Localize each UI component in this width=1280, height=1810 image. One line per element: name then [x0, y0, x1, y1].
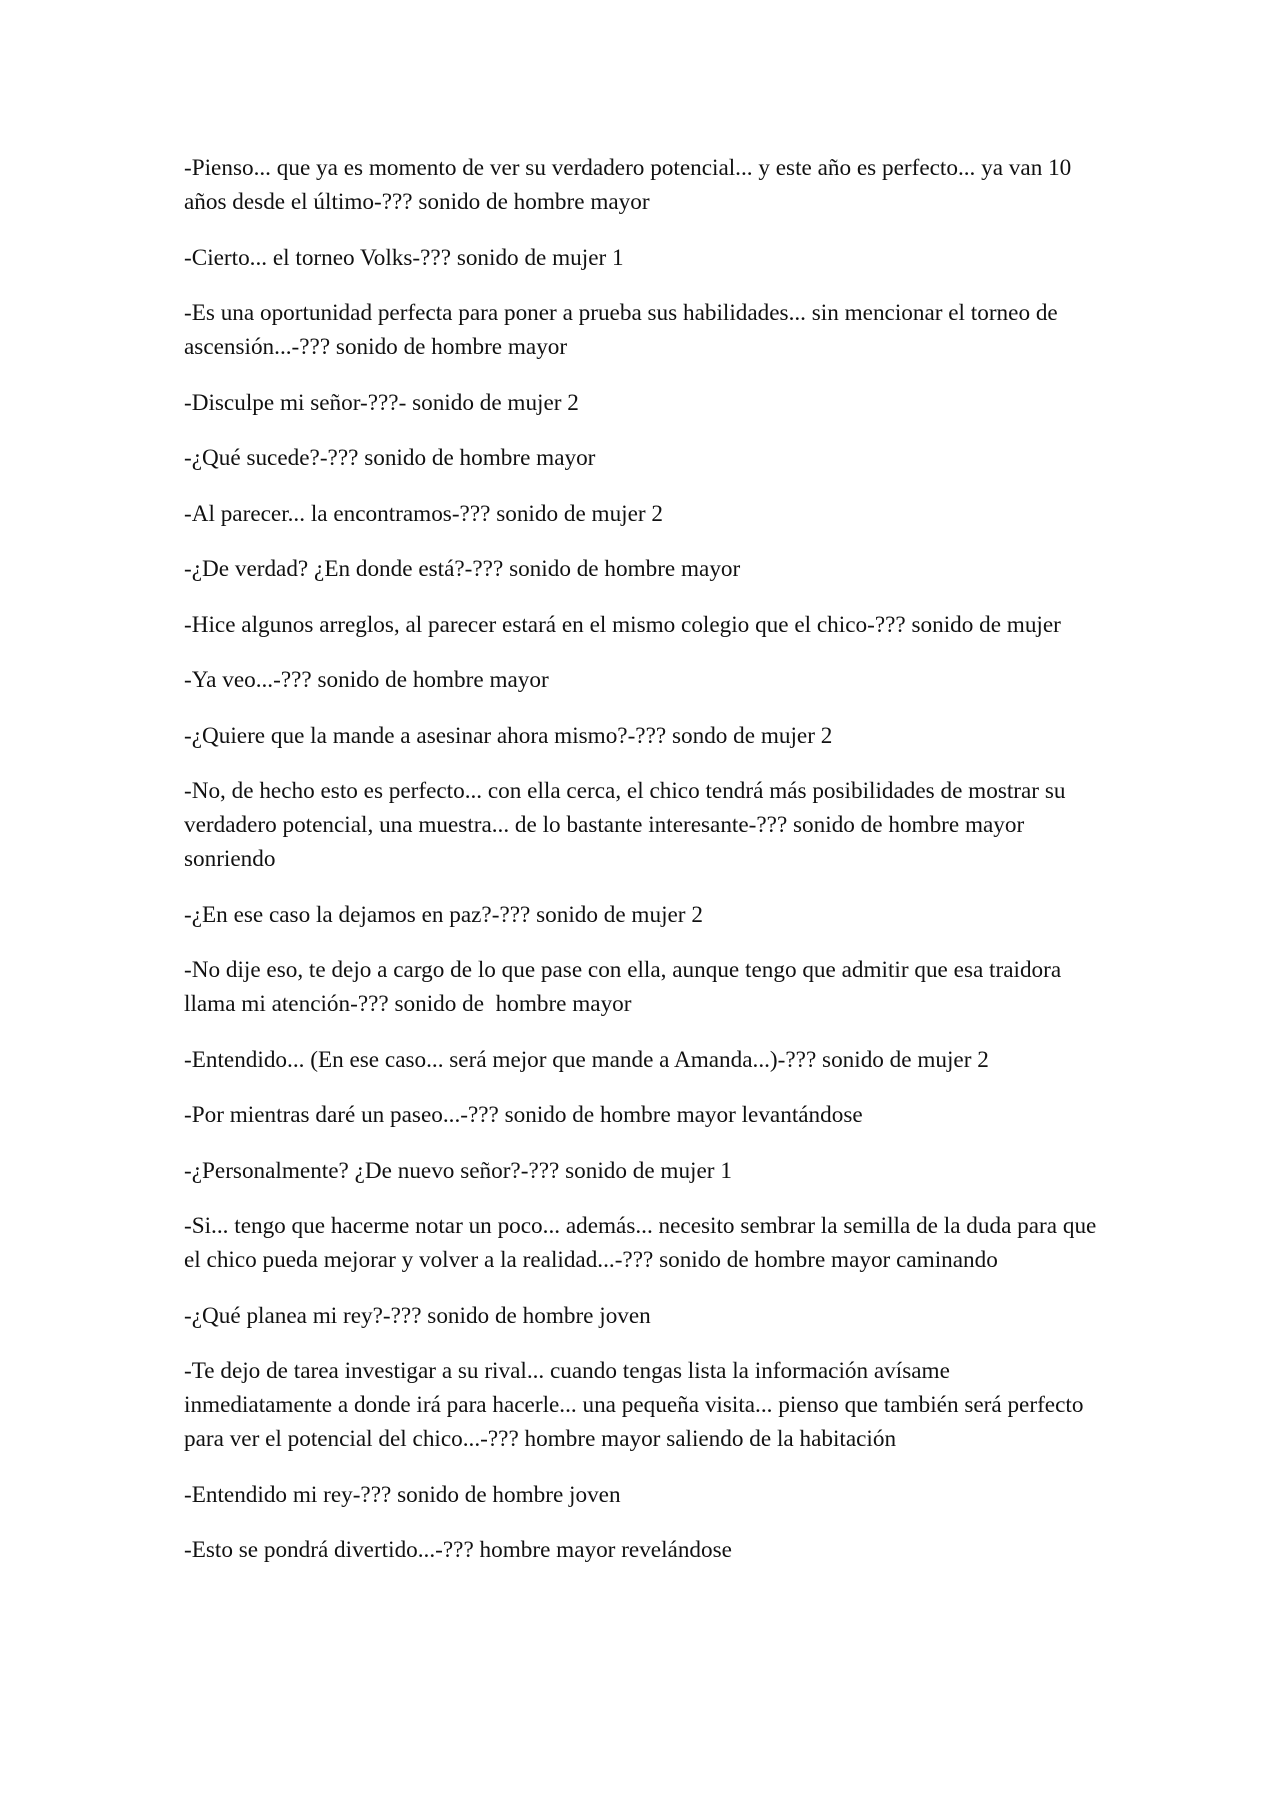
- paragraph-9: -Ya veo...-??? sonido de hombre mayor: [184, 667, 549, 693]
- paragraph-1: -Pienso... que ya es momento de ver su verdadero potencial... y este año es perfecto... ya van 10 años desde el último-??? sonido de hombre mayor: [184, 155, 1078, 215]
- paragraph-8: -Hice algunos arreglos, al parecer estará en el mismo colegio que el chico-??? sonido de mujer: [184, 611, 1061, 638]
- paragraph-21: -Esto se pondrá divertido...-??? hombre mayor revelándose: [184, 1537, 732, 1563]
- paragraph-7: -¿De verdad? ¿En donde está?-??? sonido de hombre mayor: [184, 556, 741, 582]
- paragraph-17: -Si... tengo que hacerme notar un poco... además... necesito sembrar la semilla de la duda para que el chico pueda mejorar y volver a la realidad...-??? sonido de hombre mayor caminando: [184, 1213, 1103, 1273]
- document-body: [184, 151, 1103, 1589]
- paragraph-3: -Es una oportunidad perfecta para poner a prueba sus habilidades... sin mencionar el torneo de ascensión...-??? sonido de hombre mayor: [184, 300, 1064, 360]
- paragraph-2: -Cierto... el torneo Volks-??? sonido de mujer 1: [184, 244, 624, 271]
- paragraph-16: -¿Personalmente? ¿De nuevo señor?-??? sonido de mujer 1: [184, 1157, 732, 1184]
- paragraph-5: -¿Qué sucede?-??? sonido de hombre mayor: [184, 445, 596, 471]
- paragraph-19: -Te dejo de tarea investigar a su rival... cuando tengas lista la información avísame inmediatamente a donde irá para hacerle... una pequeña visita... pienso que también será perfecto para ver el potencial del chico...-??? hombre mayor saliendo de la habitación: [184, 1358, 1090, 1452]
- paragraph-6: -Al parecer... la encontramos-??? sonido de mujer 2: [184, 500, 664, 527]
- paragraph-12: -¿En ese caso la dejamos en paz?-??? sonido de mujer 2: [184, 901, 703, 928]
- paragraph-20: -Entendido mi rey-??? sonido de hombre joven: [184, 1481, 621, 1508]
- paragraph-11: -No, de hecho esto es perfecto... con ella cerca, el chico tendrá más posibilidades de mostrar su verdadero potencial, una muestra... de lo bastante interesante-??? sonido de hombre mayor sonriendo: [184, 778, 1072, 872]
- paragraph-18: -¿Qué planea mi rey?-??? sonido de hombre joven: [184, 1302, 651, 1329]
- paragraph-15: -Por mientras daré un paseo...-??? sonido de hombre mayor levantándose: [184, 1102, 863, 1128]
- paragraph-10: -¿Quiere que la mande a asesinar ahora mismo?-??? sondo de mujer 2: [184, 722, 833, 749]
- paragraph-13: -No dije eso, te dejo a cargo de lo que pase con ella, aunque tengo que admitir que esa traidora llama mi atención-??? sonido de hombre mayor: [184, 957, 1067, 1017]
- paragraph-14: -Entendido... (En ese caso... será mejor que mande a Amanda...)-??? sonido de mujer 2: [184, 1046, 989, 1073]
- paragraph-4: -Disculpe mi señor-???- sonido de mujer 2: [184, 389, 579, 416]
